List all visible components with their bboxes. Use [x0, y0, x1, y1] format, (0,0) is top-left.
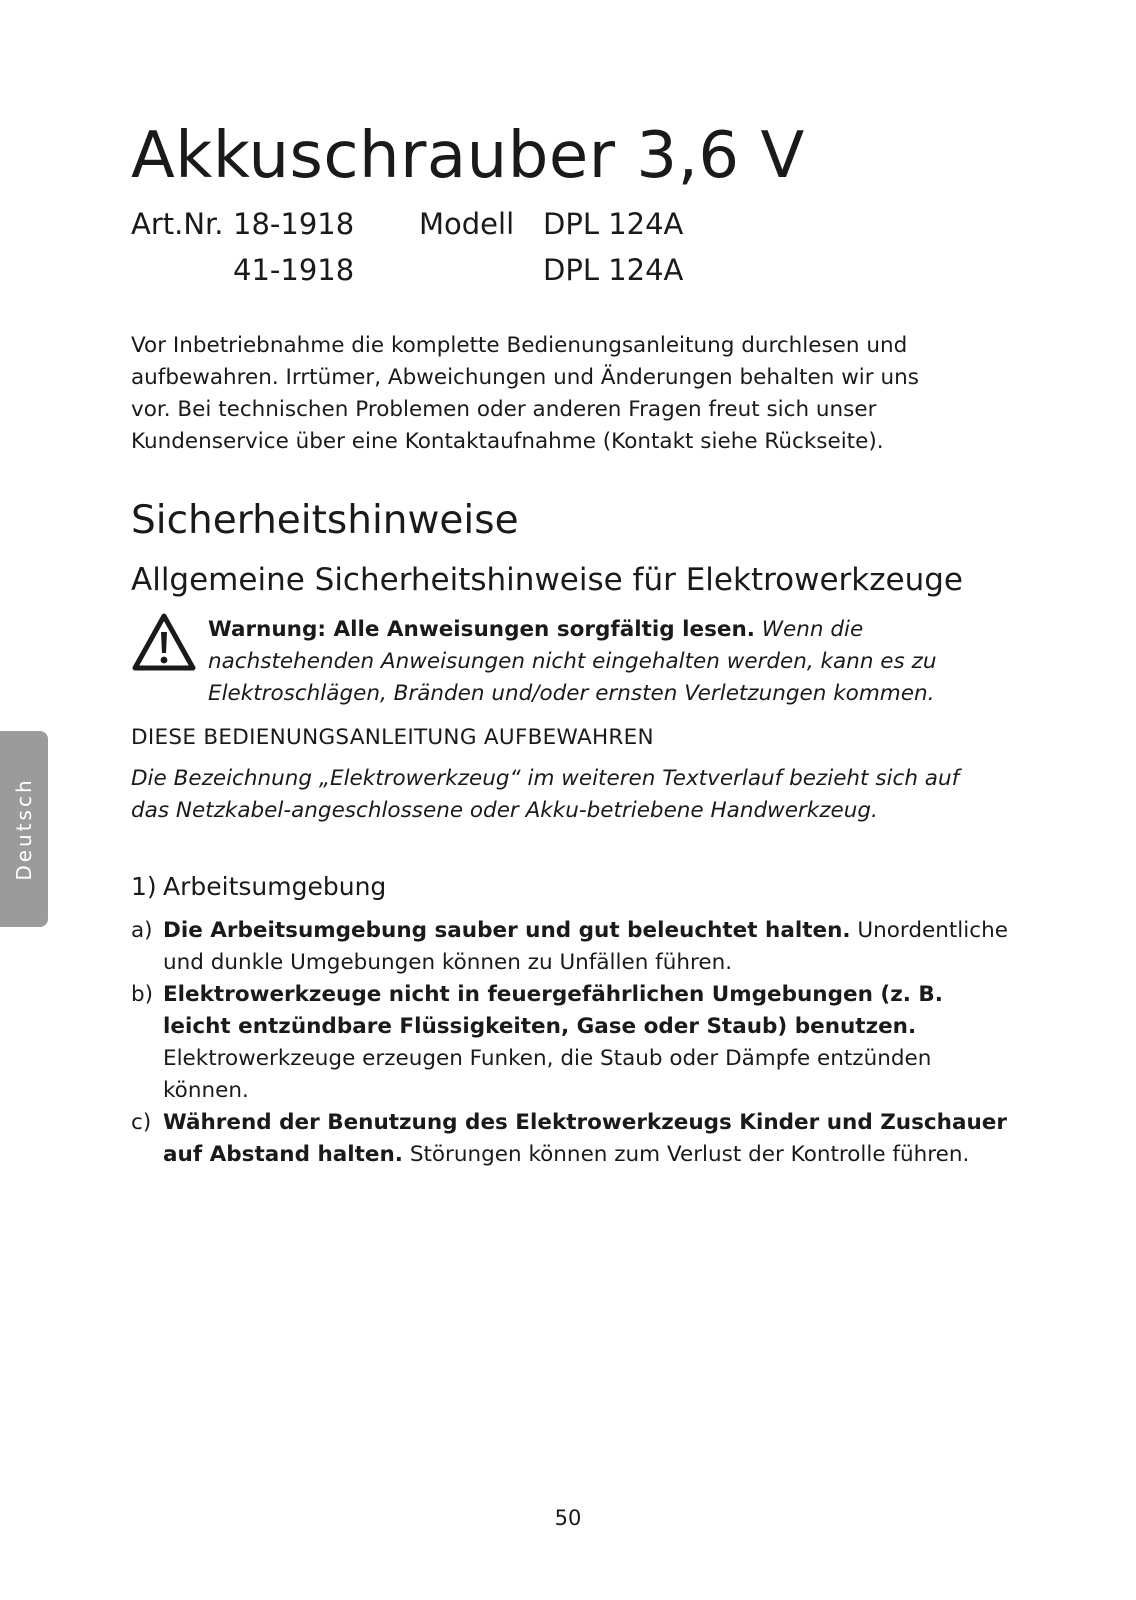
work-area-title: Arbeitsumgebung [163, 872, 387, 901]
list-item-marker: a) [131, 918, 153, 943]
list-item-bold: Während der Benutzung des Elektrowerkzeugs Kinder und Zuschauer auf Abstand halten. [163, 1110, 1007, 1167]
list-item-marker: c) [131, 1110, 152, 1135]
subsection-title: Allgemeine Sicherheitshinweise für Elektrowerkzeuge [131, 562, 963, 598]
model-label: Modell [419, 207, 515, 241]
intro-paragraph: Vor Inbetriebnahme die komplette Bedienungsanleitung durchlesen und aufbewahren. Irrtümer, Abweichungen und Änderungen behalten wir uns vor. Bei technischen Problemen oder anderen Fragen freut sich unser Kundenservice über eine Kontaktaufnahme (Kontakt siehe Rückseite). [131, 333, 919, 454]
work-area-number: 1) [131, 872, 157, 901]
warning-text [208, 614, 1008, 710]
list-item [131, 1107, 1011, 1171]
list-item-bold: Elektrowerkzeuge nicht in feuergefährlichen Umgebungen (z. B. leicht entzündbare Flüssigkeiten, Gase oder Staub) benutzen. [163, 982, 943, 1039]
language-tab-label: Deutsch [12, 777, 36, 881]
article-number-2: 41-1918 [233, 253, 355, 287]
work-area-heading [131, 873, 386, 901]
model-number-1: DPL 124A [543, 207, 684, 241]
warning-triangle-icon [131, 612, 197, 672]
warning-detail: Wenn die nachstehenden Anweisungen nicht eingehalten werden, kann es zu Elektroschlägen, Bränden und/oder ernsten Verletzungen kommen. [208, 617, 937, 706]
list-item-marker: b) [131, 982, 154, 1007]
list-item-text: Störungen können zum Verlust der Kontrolle führen. [409, 1142, 970, 1167]
work-area-list [131, 915, 1011, 1171]
section-title: Sicherheitshinweise [131, 498, 519, 543]
list-item-bold: Die Arbeitsumgebung sauber und gut beleuchtet halten. [163, 918, 851, 943]
list-item [131, 915, 1011, 979]
keep-manual-notice: DIESE BEDIENUNGSANLEITUNG AUFBEWAHREN [131, 725, 654, 750]
list-item-text: Elektrowerkzeuge erzeugen Funken, die Staub oder Dämpfe entzünden können. [163, 1046, 932, 1103]
list-item-text: Unordentliche und dunkle Umgebungen können zu Unfällen führen. [163, 918, 1008, 975]
page-number: 50 [554, 1506, 582, 1530]
language-tab [0, 731, 48, 927]
page-title: Akkuschrauber 3,6 V [131, 119, 805, 193]
article-number-1: 18-1918 [233, 207, 355, 241]
article-label: Art.Nr. [131, 207, 224, 241]
model-number-2: DPL 124A [543, 253, 684, 287]
warning-lead: Warnung: Alle Anweisungen sorgfältig lesen. [208, 617, 755, 642]
definition-note: Die Bezeichnung „Elektrowerkzeug“ im weiteren Textverlauf bezieht sich auf das Netzkabel-angeschlossene oder Akku-betriebene Handwerkzeug. [131, 766, 960, 823]
list-item [131, 979, 1011, 1107]
